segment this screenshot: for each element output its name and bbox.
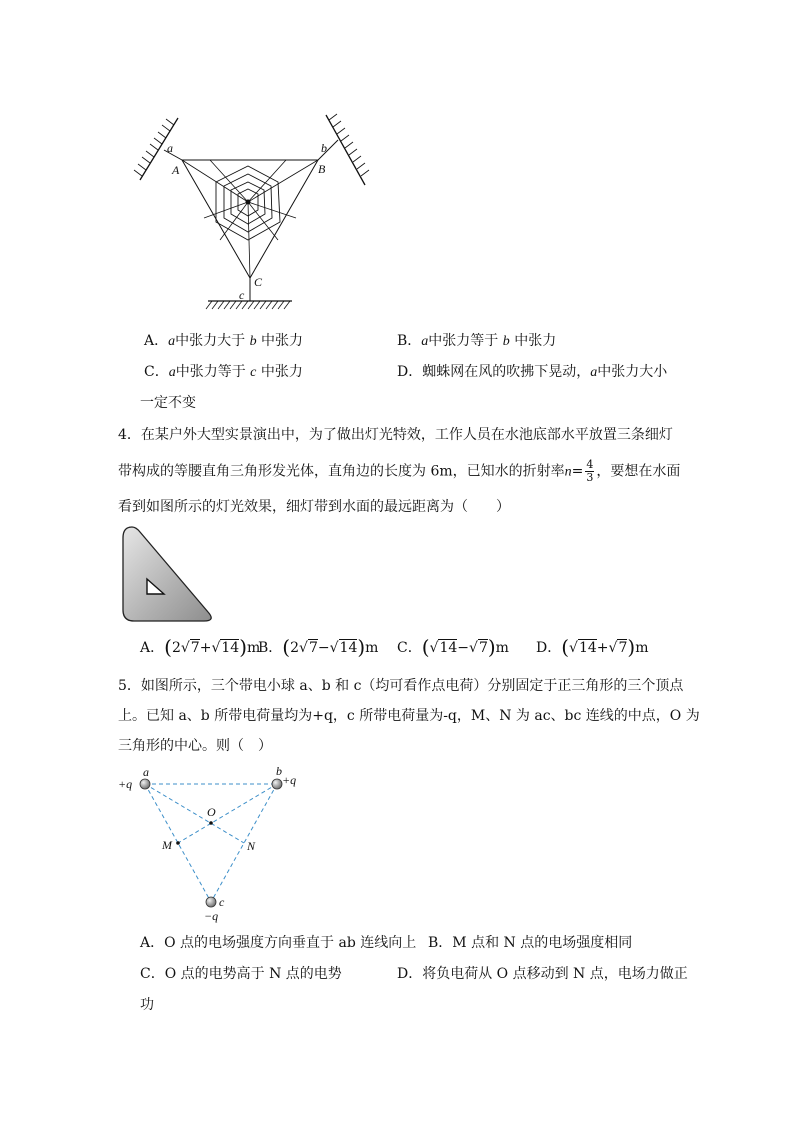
q4-line-2: 带构成的等腰直角三角形发光体，直角边的长度为 6m，已知水的折射率n= $\frac{4}{3}$ ，要想在水面 — [118, 458, 681, 484]
q4-option-b[interactable]: B．(2√7−√14)m — [258, 635, 379, 659]
q3-option-d[interactable]: D．蜘蛛网在风的吹拂下晃动，a中张力大小 — [397, 364, 668, 380]
q4-option-a[interactable]: A．(2√7+√14)m — [140, 635, 261, 659]
q3-option-a[interactable]: A．a中张力大于 b 中张力 — [144, 333, 304, 349]
label-a: a — [167, 141, 173, 155]
q5-option-d-continued: 功 — [140, 997, 154, 1013]
q5-option-b[interactable]: B．M 点和 N 点的电场强度相同 — [428, 935, 633, 951]
charge-label-b: b — [276, 764, 282, 778]
q5-option-d[interactable]: D．将负电荷从 O 点移动到 N 点，电场力做正 — [397, 966, 688, 982]
q3-option-c[interactable]: C．a中张力等于 c 中张力 — [144, 364, 303, 380]
light-triangle-figure — [118, 524, 218, 624]
charge-label-a: a — [143, 765, 149, 779]
q5-option-c[interactable]: C．O 点的电势高于 N 点的电势 — [140, 966, 342, 982]
q3-option-d-continued: 一定不变 — [140, 395, 196, 411]
charge-label-qa: +q — [118, 777, 133, 791]
q4-option-c[interactable]: C．(√14−√7)m — [397, 635, 509, 659]
q5-line-1: 5．如图所示，三个带电小球 a、b 和 c（均可看作点电荷）分别固定于正三角形的三个顶点 — [118, 678, 684, 694]
label-A: A — [172, 163, 180, 177]
refractive-index-fraction: $\frac{4}{3}$ — [586, 458, 594, 484]
q5-line-3: 三角形的中心。则（ ） — [118, 738, 272, 754]
point-label-O: O — [207, 805, 216, 819]
label-c: c — [239, 288, 245, 302]
q4-line-1: 4．在某户外大型实景演出中，为了做出灯光特效，工作人员在水池底部水平放置三条细灯 — [118, 427, 673, 443]
q3-option-b[interactable]: B．a中张力等于 b 中张力 — [397, 333, 557, 349]
q4-line-3: 看到如图所示的灯光效果，细灯带到水面的最远距离为（ ） — [118, 499, 510, 515]
point-label-N: N — [247, 839, 256, 853]
charge-label-qc: −q — [204, 909, 219, 923]
q5-option-a[interactable]: A．O 点的电场强度方向垂直于 ab 连线向上 — [140, 935, 417, 951]
label-B: B — [318, 162, 326, 176]
spider-web-figure — [120, 100, 380, 315]
charges-triangle-figure — [115, 764, 315, 924]
q5-line-2: 上。已知 a、b 所带电荷量均为+q，c 所带电荷量为-q，M、N 为 ac、bc 连线的中点，O 为 — [118, 708, 700, 724]
q4-option-d[interactable]: D．(√14+√7)m — [536, 635, 649, 659]
label-C: C — [254, 275, 263, 289]
charge-label-c: c — [219, 895, 225, 909]
charge-label-qb: +q — [282, 773, 297, 787]
point-label-M: M — [162, 838, 172, 852]
label-b: b — [321, 141, 327, 155]
